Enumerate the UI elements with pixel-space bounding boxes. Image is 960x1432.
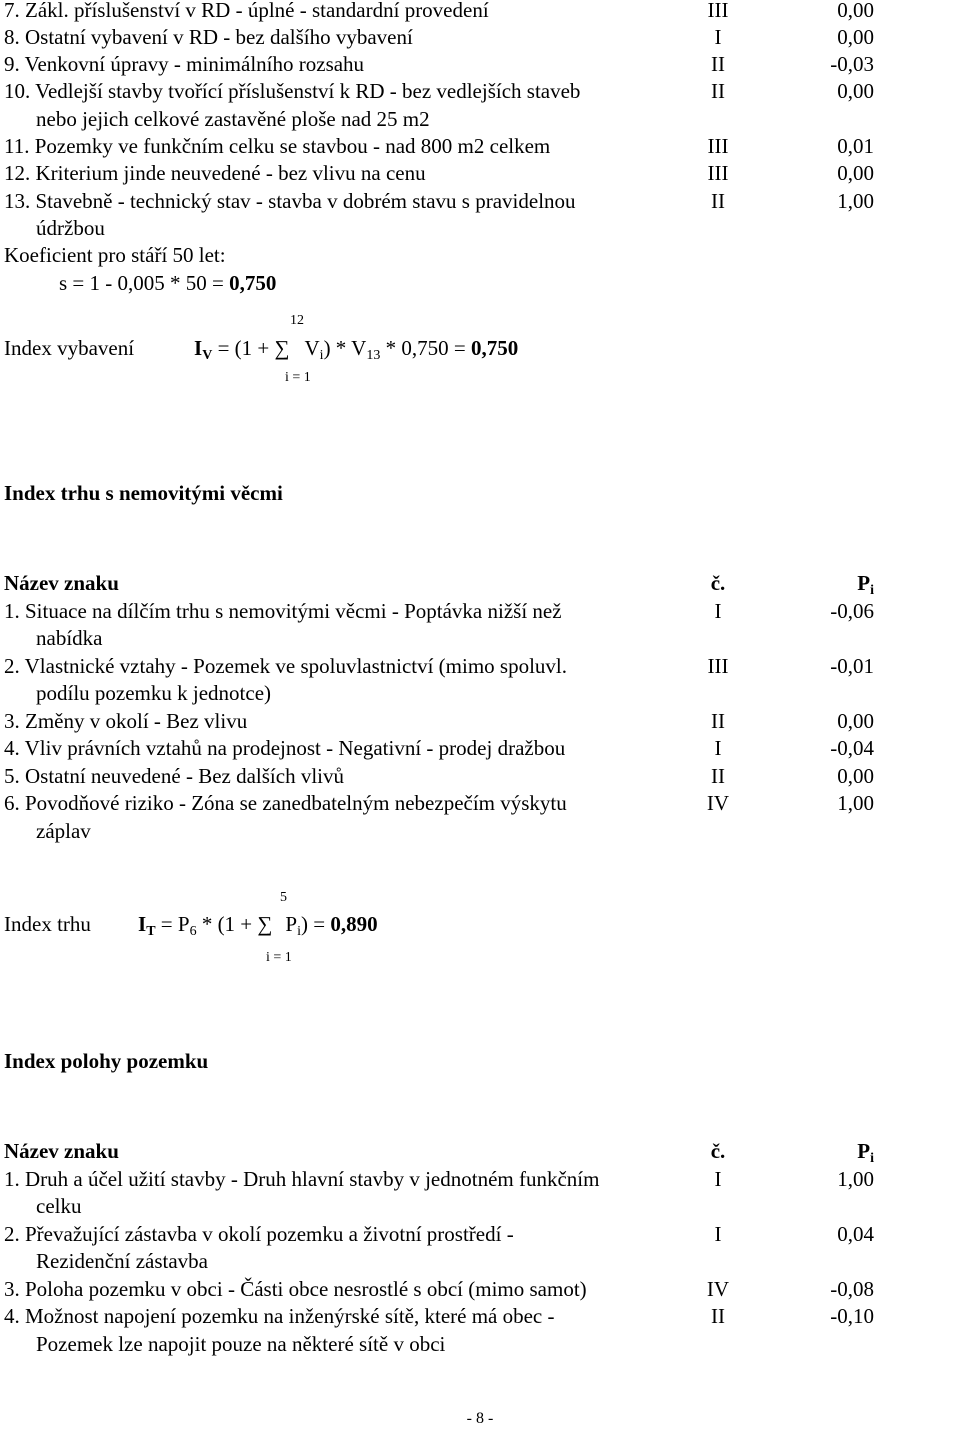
- row-class: III: [707, 134, 729, 158]
- row-value: 1,00: [837, 1167, 874, 1191]
- table-row: [4, 78, 960, 105]
- index-symbol-sub: T: [146, 924, 156, 939]
- col-name-header: Název znaku: [4, 1139, 119, 1163]
- row-text: 10. Vedlejší stavby tvořící příslušenství k RD - bez vedlejších staveb: [4, 79, 581, 103]
- index-symbol: I: [138, 912, 147, 936]
- index-market-result: 0,890: [330, 912, 378, 936]
- table-row: [4, 1303, 960, 1330]
- table-row: [4, 160, 960, 187]
- row-text: 4. Možnost napojení pozemku na inženýrské sítě, které má obec -: [4, 1304, 555, 1328]
- row-value: 0,01: [837, 134, 874, 158]
- sigma-icon: ∑: [257, 912, 273, 936]
- row-text-continuation: údržbou: [36, 216, 105, 240]
- sum-term-sub: i: [297, 924, 301, 939]
- expr-part: = (1 +: [212, 336, 275, 360]
- sum-upper-limit: 5: [280, 890, 287, 905]
- table-row-continuation: [4, 215, 960, 242]
- location-heading: Index polohy pozemku: [4, 1049, 209, 1073]
- sum-term: V: [304, 336, 320, 360]
- sum-lower-limit: i = 1: [285, 370, 311, 385]
- row-text: 12. Kriterium jinde neuvedené - bez vlivu na cenu: [4, 161, 426, 185]
- col-p-sub: i: [870, 583, 874, 598]
- age-label: Koeficient pro stáří 50 let:: [4, 243, 226, 267]
- table-row: [4, 763, 960, 790]
- row-text: 5. Ostatní neuvedené - Bez dalších vlivů: [4, 764, 344, 788]
- row-class: III: [707, 161, 729, 185]
- table-row: [4, 51, 960, 78]
- row-class: IV: [706, 791, 730, 815]
- row-text: 1. Druh a účel užití stavby - Druh hlavní stavby v jednotném funkčním: [4, 1167, 600, 1191]
- table-row: [4, 1276, 960, 1303]
- col-p-sub: i: [870, 1151, 874, 1166]
- table-row-continuation: [4, 625, 960, 652]
- row-text: 1. Situace na dílčím trhu s nemovitými věcmi - Poptávka nižší než: [4, 599, 562, 623]
- row-class: II: [711, 189, 725, 213]
- index-symbol-sub: V: [202, 348, 213, 363]
- col-p-letter: P: [857, 571, 871, 595]
- location-table-header: [4, 1138, 960, 1165]
- row-value: -0,08: [830, 1277, 874, 1301]
- table-row-continuation: [4, 106, 960, 133]
- row-value: 0,00: [837, 709, 874, 733]
- table-row-continuation: [4, 1193, 960, 1220]
- index-symbol: I: [194, 336, 203, 360]
- row-class: II: [711, 52, 725, 76]
- row-text-continuation: nabídka: [36, 626, 103, 650]
- row-class: IV: [706, 1277, 730, 1301]
- age-formula: [59, 270, 276, 297]
- row-class: I: [714, 1167, 722, 1191]
- table-row: [4, 735, 960, 762]
- row-text: 9. Venkovní úpravy - minimálního rozsahu: [4, 52, 365, 76]
- row-value: 0,00: [837, 79, 874, 103]
- row-value: 0,00: [837, 161, 874, 185]
- market-heading: Index trhu s nemovitými věcmi: [4, 481, 283, 505]
- table-row-continuation: [4, 680, 960, 707]
- col-number-header: č.: [710, 1139, 726, 1163]
- row-class: III: [707, 654, 729, 678]
- col-p-header: [774, 1138, 874, 1165]
- table-row: [4, 1221, 960, 1248]
- col-p-letter: P: [857, 1139, 871, 1163]
- age-formula-result: 0,750: [229, 271, 277, 295]
- index-market-label: Index trhu: [4, 912, 91, 936]
- row-text: 2. Převažující zástavba v okolí pozemku a životní prostředí -: [4, 1222, 514, 1246]
- expr-part: ) =: [300, 912, 331, 936]
- row-text: 11. Pozemky ve funkčním celku se stavbou - nad 800 m2 celkem: [4, 134, 551, 158]
- row-text-continuation: celku: [36, 1194, 82, 1218]
- expr-part: ) * V: [323, 336, 367, 360]
- row-value: 1,00: [837, 791, 874, 815]
- page-number: - 8 -: [466, 1410, 494, 1427]
- expr-part-sub: 6: [189, 924, 197, 939]
- row-class: I: [714, 599, 722, 623]
- row-text: 13. Stavebně - technický stav - stavba v dobrém stavu s pravidelnou: [4, 189, 576, 213]
- row-text-continuation: Rezidenční zástavba: [36, 1249, 208, 1273]
- row-class: II: [711, 764, 725, 788]
- table-row: [4, 1166, 960, 1193]
- col-p-header: [774, 570, 874, 597]
- table-row: [4, 708, 960, 735]
- row-class: II: [711, 79, 725, 103]
- table-row-continuation: [4, 818, 960, 845]
- table-row: [4, 653, 960, 680]
- row-class: I: [714, 1222, 722, 1246]
- row-text-continuation: záplav: [36, 819, 91, 843]
- index-equipment-result: 0,750: [470, 336, 519, 360]
- row-value: 0,00: [837, 764, 874, 788]
- row-text: 3. Změny v okolí - Bez vlivu: [4, 709, 248, 733]
- row-text-continuation: nebo jejich celkové zastavěné ploše nad 25 m2: [36, 107, 430, 131]
- expr-part-sub: 13: [366, 348, 381, 363]
- table-row: [4, 598, 960, 625]
- row-class: I: [714, 25, 722, 49]
- age-formula-prefix: s = 1 - 0,005 * 50 =: [59, 271, 230, 295]
- table-row: [4, 790, 960, 817]
- index-equipment-expression: [194, 335, 518, 362]
- row-text: 4. Vliv právních vztahů na prodejnost - Negativní - prodej dražbou: [4, 736, 566, 760]
- index-equipment-label: Index vybavení: [4, 336, 135, 360]
- sum-upper-limit: 12: [290, 313, 304, 328]
- row-value: 0,00: [837, 25, 874, 49]
- row-text-continuation: podílu pozemku k jednotce): [36, 681, 272, 705]
- expr-part: * (1 +: [196, 912, 258, 936]
- expr-part: * 0,750 =: [380, 336, 471, 360]
- table-row-continuation: [4, 1331, 960, 1358]
- row-class: I: [714, 736, 722, 760]
- table-row: [4, 133, 960, 160]
- row-value: 0,04: [837, 1222, 874, 1246]
- col-number-header: č.: [710, 571, 726, 595]
- row-value: -0,03: [830, 52, 874, 76]
- sum-lower-limit: i = 1: [266, 950, 292, 965]
- expr-part: = P: [155, 912, 190, 936]
- row-text: 3. Poloha pozemku v obci - Části obce nesrostlé s obcí (mimo samot): [4, 1277, 587, 1301]
- row-text: 8. Ostatní vybavení v RD - bez dalšího vybavení: [4, 25, 413, 49]
- row-text: 7. Zákl. příslušenství v RD - úplné - standardní provedení: [4, 0, 489, 22]
- row-text-continuation: Pozemek lze napojit pouze na některé sítě v obci: [36, 1332, 446, 1356]
- row-value: 0,00: [837, 0, 874, 22]
- row-value: -0,04: [830, 736, 874, 760]
- row-value: -0,10: [830, 1304, 874, 1328]
- row-value: -0,01: [830, 654, 874, 678]
- market-table-header: [4, 570, 960, 597]
- col-name-header: Název znaku: [4, 571, 119, 595]
- sum-term: P: [285, 912, 298, 936]
- row-class: II: [711, 709, 725, 733]
- sigma-icon: ∑: [274, 336, 290, 360]
- row-value: -0,06: [830, 599, 874, 623]
- index-market-expression: [138, 911, 378, 938]
- table-row: [4, 24, 960, 51]
- row-text: 6. Povodňové riziko - Zóna se zanedbatelným nebezpečím výskytu: [4, 791, 567, 815]
- table-row-continuation: [4, 1248, 960, 1275]
- table-row: [4, 188, 960, 215]
- sum-term-sub: i: [319, 348, 324, 363]
- table-row: [4, 0, 960, 24]
- row-class: II: [711, 1304, 725, 1328]
- row-value: 1,00: [837, 189, 874, 213]
- row-class: III: [707, 0, 729, 22]
- row-text: 2. Vlastnické vztahy - Pozemek ve spoluvlastnictví (mimo spoluvl.: [4, 654, 568, 678]
